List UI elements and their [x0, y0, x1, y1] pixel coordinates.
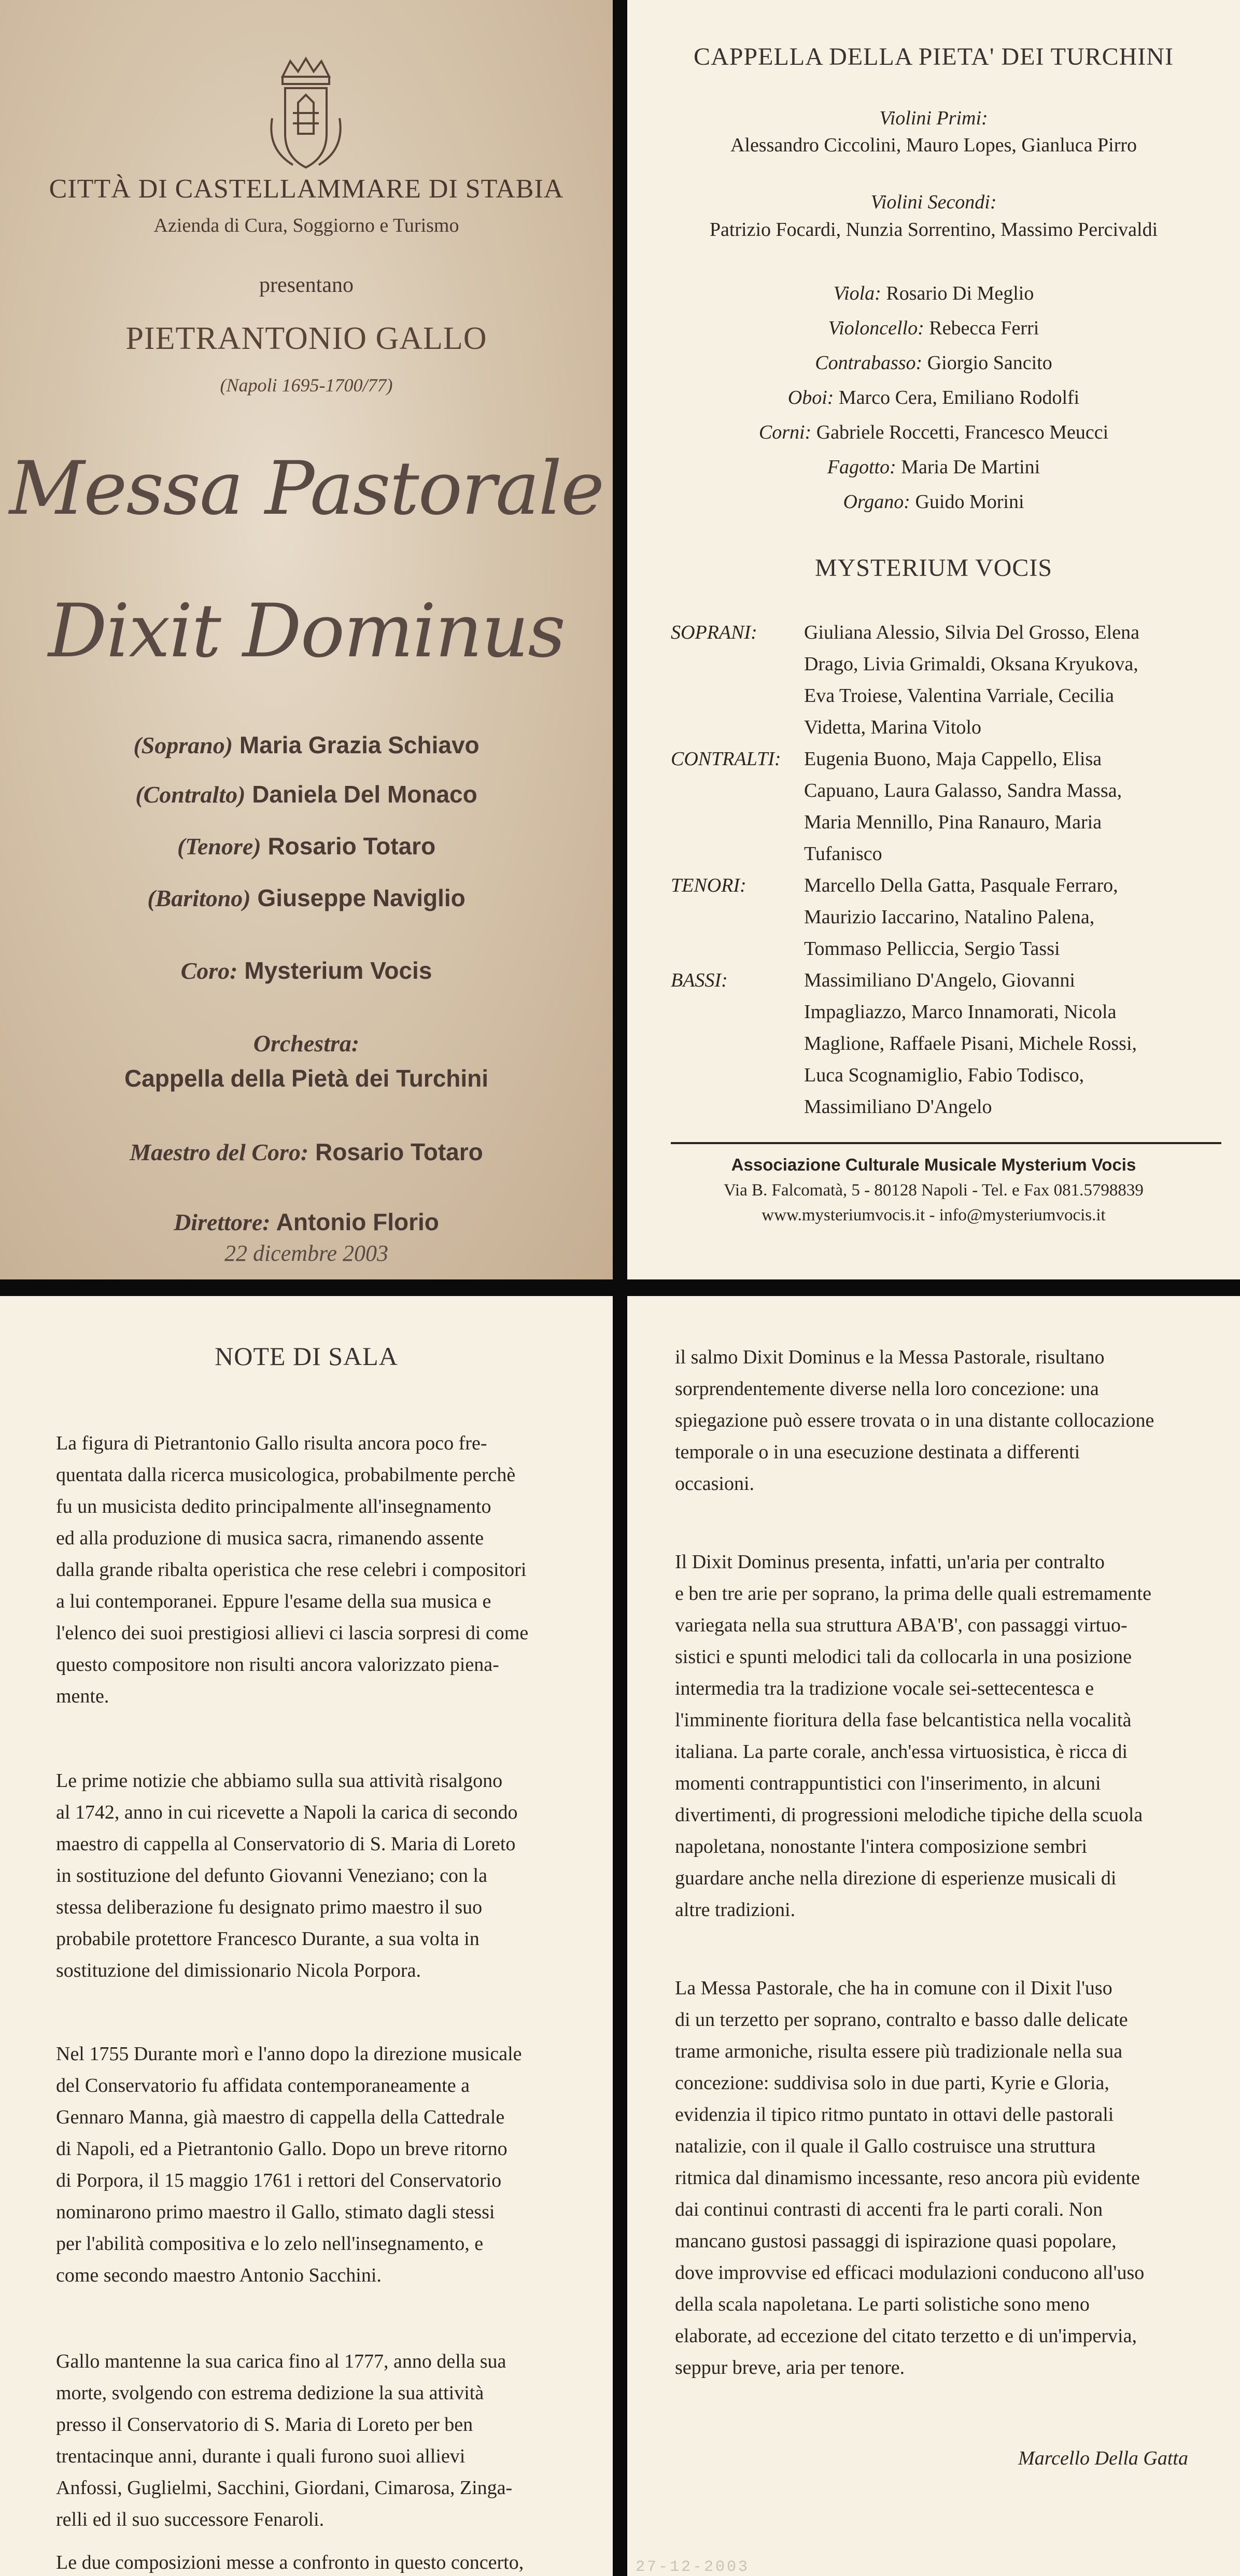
work-title-messa: Messa Pastorale [9, 446, 604, 531]
cover-panel [0, 0, 613, 1279]
coro-credit [0, 956, 613, 984]
text-line: intermedia tra la tradizione vocale sei-settecentesca e [675, 1678, 1094, 1699]
soloist-role: (Soprano) [133, 732, 233, 758]
direttore-credit [0, 1208, 613, 1236]
text-line: a lui contemporanei. Eppure l'esame della sua musica e [56, 1590, 491, 1612]
text-line: ed alla produzione di musica sacra, rimanendo assente [56, 1527, 484, 1549]
voice-section-contralti [671, 743, 1219, 870]
text-line: occasioni. [675, 1473, 755, 1495]
composer-name: PIETRANTONIO GALLO [125, 321, 487, 356]
text-line: relli ed il suo successore Fenaroli. [56, 2509, 325, 2530]
text-line: fu un musicista dedito principalmente all'insegnamento [56, 1496, 491, 1517]
voice-line: Maurizio Iaccarino, Natalino Palena, [804, 906, 1095, 928]
coat-of-arms-icon [262, 56, 350, 175]
text-line: di Porpora, il 15 maggio 1761 i rettori del Conservatorio [56, 2170, 502, 2191]
association-address: Via B. Falcomatà, 5 - 80128 Napoli - Tel. e Fax 081.5798839 [724, 1181, 1144, 1200]
text-line: il salmo Dixit Dominus e la Messa Pastorale, risultano [675, 1346, 1105, 1368]
notes-paragraph [675, 1546, 1189, 1926]
voice-line: Eugenia Buono, Maja Cappello, Elisa [804, 748, 1102, 770]
text-line: La Messa Pastorale, che ha in comune con il Dixit l'uso [675, 1977, 1112, 1999]
instrument-line [627, 276, 1240, 311]
orchestra-name: Cappella della Pietà dei Turchini [124, 1065, 489, 1092]
violini-primi-names: Alessandro Ciccolini, Mauro Lopes, Gianluca Pirro [730, 134, 1137, 156]
orchestra-title: CAPPELLA DELLA PIETA' DEI TURCHINI [694, 43, 1174, 71]
soloist-baritono [0, 884, 613, 912]
text-line: Gallo mantenne la sua carica fino al 1777, anno della sua [56, 2350, 506, 2372]
voice-line: Capuano, Laura Galasso, Sandra Massa, [804, 780, 1122, 801]
instrument-line [627, 450, 1240, 484]
instrument-line [627, 415, 1240, 449]
maestro-name: Rosario Totaro [315, 1138, 483, 1165]
coro-label: Coro: [180, 958, 238, 984]
voice-label: SOPRANI: [671, 622, 757, 643]
date-stamp: 27-12-2003 [636, 2558, 750, 2576]
work-title-dixit: Dixit Dominus [48, 588, 565, 674]
text-line: mente. [56, 1685, 109, 1707]
instrument-names: Rosario Di Meglio [886, 283, 1034, 304]
notes-paragraph [56, 2346, 564, 2536]
notes-paragraph [675, 1973, 1189, 2384]
instrument-names: Marco Cera, Emiliano Rodolfi [838, 387, 1080, 409]
instrument-line [627, 381, 1240, 415]
voice-line: Videtta, Marina Vitolo [804, 716, 981, 738]
text-line: Le prime notizie che abbiamo sulla sua attività risalgono [56, 1770, 503, 1792]
association-web: www.mysteriumvocis.it - info@mysteriumvocis.it [762, 1206, 1106, 1224]
instrument-line [627, 311, 1240, 345]
text-line: divertimenti, di progressioni melodiche tipiche della scuola [675, 1804, 1143, 1826]
violini-secondi-label: Violini Secondi: [870, 191, 997, 213]
text-line: elaborate, ad eccezione del citato terzetto e di un'impervia, [675, 2325, 1137, 2347]
notes-title: NOTE DI SALA [215, 1342, 398, 1371]
text-line: per l'abilità compositiva e lo zelo nell'insegnamento, e [56, 2233, 484, 2255]
concert-date: 22 dicembre 2003 [224, 1241, 389, 1266]
text-line: italiana. La parte corale, anch'essa virtuosistica, è ricca di [675, 1741, 1128, 1763]
text-line: momenti contrappuntistici con l'inserimento, in alcuni [675, 1772, 1101, 1794]
instrument-label: Fagotto: [827, 456, 896, 478]
text-line: spiegazione può essere trovata o in una distante collocazione [675, 1410, 1154, 1431]
direttore-name: Antonio Florio [276, 1208, 439, 1235]
text-line: di un terzetto per soprano, contralto e basso dalle delicate [675, 2009, 1128, 2031]
notes-paragraph [56, 2038, 564, 2291]
violini-primi-label: Violini Primi: [879, 107, 988, 129]
voice-line: Massimiliano D'Angelo [804, 1096, 992, 1118]
soloist-name: Giuseppe Naviglio [257, 884, 466, 911]
instrument-label: Corni: [758, 421, 812, 443]
text-line: Nel 1755 Durante morì e l'anno dopo la direzione musicale [56, 2043, 522, 2065]
text-line: questo compositore non risulti ancora valorizzato piena- [56, 1654, 499, 1676]
notes-paragraph [56, 1428, 564, 1712]
voice-line: Drago, Livia Grimaldi, Oksana Kryukova, [804, 653, 1138, 675]
text-line: del Conservatorio fu affidata contemporaneamente a [56, 2075, 470, 2096]
text-line: Anfossi, Guglielmi, Sacchini, Giordani, Cimarosa, Zinga- [56, 2477, 513, 2499]
text-line: presso il Conservatorio di S. Maria di Loreto per ben [56, 2414, 473, 2436]
instrument-names: Rebecca Ferri [929, 317, 1039, 339]
notes-paragraph [56, 2547, 564, 2576]
text-line: napoletana, nonostante l'intera composizione sembri [675, 1836, 1088, 1857]
instrument-label: Contrabasso: [815, 352, 923, 374]
voice-line: Tufanisco [804, 843, 882, 865]
text-line: guardare anche nella direzione di esperienze musicali di [675, 1867, 1117, 1889]
text-line: quentata dalla ricerca musicologica, probabilmente perchè [56, 1464, 516, 1486]
soloist-role: (Contralto) [135, 781, 246, 808]
soloist-soprano [0, 731, 613, 759]
text-line: e ben tre arie per soprano, la prima delle quali estremamente [675, 1583, 1151, 1604]
notes-paragraph [675, 1342, 1189, 1500]
soloist-name: Rosario Totaro [267, 833, 436, 860]
instrument-label: Oboi: [787, 387, 834, 409]
text-line: dai continui contrasti di accenti fra le parti corali. Non [675, 2199, 1103, 2220]
voice-line: Eva Troiese, Valentina Varriale, Cecilia [804, 685, 1114, 707]
text-line: trame armoniche, risulta essere più tradizionale nella sua [675, 2040, 1123, 2062]
voice-line: Marcello Della Gatta, Pasquale Ferraro, [804, 875, 1118, 896]
voice-line: Massimiliano D'Angelo, Giovanni [804, 969, 1075, 991]
text-line: al 1742, anno in cui ricevette a Napoli la carica di secondo [56, 1801, 518, 1823]
instrument-names: Giorgio Sancito [927, 352, 1052, 374]
soloist-role: (Baritono) [147, 885, 251, 911]
composer-dates: (Napoli 1695-1700/77) [220, 375, 393, 396]
text-line: Gennaro Manna, già maestro di cappella della Cattedrale [56, 2106, 505, 2128]
city-name: CITTÀ DI CASTELLAMMARE DI STABIA [49, 174, 564, 204]
maestro-label: Maestro del Coro: [130, 1139, 309, 1165]
text-line: evidenzia il tipico ritmo puntato in ottavi delle pastorali [675, 2104, 1114, 2125]
text-line: l'elenco dei suoi prestigiosi allievi ci lascia sorpresi di come [56, 1622, 529, 1644]
text-line: maestro di cappella al Conservatorio di S. Maria di Loreto [56, 1833, 516, 1855]
notes-panel [0, 1296, 613, 2576]
text-line: sostituzione del dimissionario Nicola Porpora. [56, 1960, 421, 1981]
voice-section-bassi [671, 965, 1219, 1123]
divider [671, 1142, 1221, 1144]
orchestra-label: Orchestra: [253, 1030, 360, 1057]
text-line: La figura di Pietrantonio Gallo risulta ancora poco fre- [56, 1432, 487, 1454]
instrument-names: Guido Morini [915, 491, 1024, 513]
text-line: sistici e spunti melodici tali da collocarla in una posizione [675, 1646, 1132, 1668]
voice-label: CONTRALTI: [671, 748, 781, 770]
soloist-contralto [0, 780, 613, 808]
voice-line: Maglione, Raffaele Pisani, Michele Rossi, [804, 1033, 1137, 1054]
text-line: della scala napoletana. Le parti solistiche sono meno [675, 2293, 1090, 2315]
instrument-label: Organo: [843, 491, 910, 513]
instrument-names: Gabriele Roccetti, Francesco Meucci [816, 421, 1109, 443]
text-line: morte, svolgendo con estrema dedizione la sua attività [56, 2382, 484, 2404]
text-line: probabile protettore Francesco Durante, a sua volta in [56, 1928, 480, 1950]
text-line: ritmica dal dinamismo incessante, reso ancora più evidente [675, 2167, 1140, 2189]
azienda-name: Azienda di Cura, Soggiorno e Turismo [153, 215, 459, 236]
text-line: natalizie, con il quale il Gallo costruisce una struttura [675, 2135, 1096, 2157]
voice-line: Impagliazzo, Marco Innamorati, Nicola [804, 1001, 1117, 1023]
voice-label: TENORI: [671, 875, 746, 896]
maestro-credit [0, 1138, 613, 1166]
soloist-role: (Tenore) [177, 833, 261, 860]
violini-secondi-names: Patrizio Focardi, Nunzia Sorrentino, Massimo Percivaldi [709, 219, 1158, 241]
text-line: trentacinque anni, durante i quali furono suoi allievi [56, 2445, 466, 2467]
text-line: dove improvvise ed efficaci modulazioni conducono all'uso [675, 2262, 1145, 2284]
text-line: concezione: suddivisa solo in due parti, Kyrie e Gloria, [675, 2072, 1109, 2094]
direttore-label: Direttore: [174, 1209, 271, 1235]
presentano-text: presentano [259, 273, 354, 297]
voice-section-soprani [671, 617, 1219, 743]
text-line: l'imminente fioritura della fase belcantistica nella vocalità [675, 1709, 1132, 1731]
text-line: mancano gustosi passaggi di ispirazione quasi popolare, [675, 2230, 1117, 2252]
text-line: seppur breve, aria per tenore. [675, 2357, 905, 2378]
text-line: nominarono primo maestro il Gallo, stimato dagli stessi [56, 2201, 495, 2223]
text-line: sorprendentemente diverse nella loro concezione: una [675, 1378, 1099, 1400]
text-line: Il Dixit Dominus presenta, infatti, un'aria per contralto [675, 1551, 1105, 1573]
instrument-line [627, 346, 1240, 380]
soloist-tenore [0, 832, 613, 860]
text-line: variegata nella sua struttura ABA'B', con passaggi virtuo- [675, 1614, 1128, 1636]
text-line: temporale o in una esecuzione destinata a differenti [675, 1441, 1080, 1463]
text-line: dalla grande ribalta operistica che rese celebri i compositori [56, 1559, 527, 1581]
soloist-name: Maria Grazia Schiavo [239, 731, 480, 758]
association-name: Associazione Culturale Musicale Mysterium Vocis [731, 1155, 1136, 1174]
author-signature: Marcello Della Gatta [1018, 2447, 1188, 2469]
text-line: in sostituzione del defunto Giovanni Veneziano; con la [56, 1865, 487, 1887]
coro-name: Mysterium Vocis [244, 957, 432, 984]
notes-paragraph [56, 1765, 564, 1987]
voice-section-tenori [671, 870, 1219, 965]
text-line: di Napoli, ed a Pietrantonio Gallo. Dopo un breve ritorno [56, 2138, 508, 2160]
instrument-label: Viola: [833, 283, 881, 304]
voice-label: BASSI: [671, 969, 728, 991]
instrument-names: Maria De Martini [901, 456, 1040, 478]
voice-line: Tommaso Pelliccia, Sergio Tassi [804, 938, 1060, 960]
instrument-label: Violoncello: [828, 317, 924, 339]
notes-continued-panel [627, 1296, 1240, 2576]
choir-title: MYSTERIUM VOCIS [814, 554, 1053, 582]
voice-line: Giuliana Alessio, Silvia Del Grosso, Elena [804, 622, 1139, 643]
soloist-name: Daniela Del Monaco [252, 781, 477, 808]
voice-line: Luca Scognamiglio, Fabio Todisco, [804, 1064, 1084, 1086]
voice-line: Maria Mennillo, Pina Ranauro, Maria [804, 811, 1102, 833]
text-line: altre tradizioni. [675, 1899, 796, 1921]
text-line: Le due composizioni messe a confronto in questo concerto, [56, 2552, 524, 2573]
text-line: stessa deliberazione fu designato primo maestro il suo [56, 1896, 483, 1918]
instrument-line [627, 485, 1240, 519]
text-line: come secondo maestro Antonio Sacchini. [56, 2264, 382, 2286]
performers-panel [627, 0, 1240, 1279]
